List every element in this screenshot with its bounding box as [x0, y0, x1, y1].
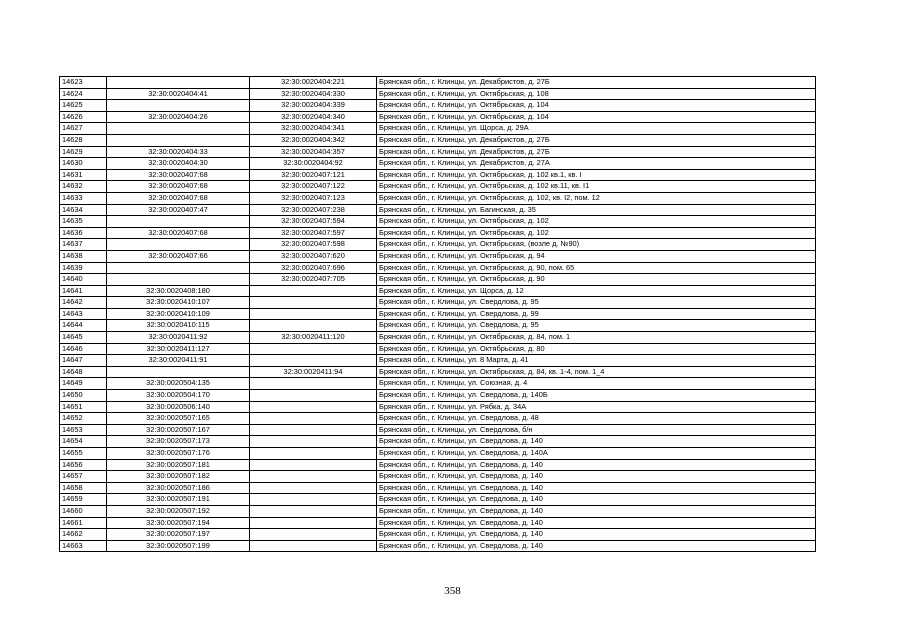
table-row [60, 146, 816, 158]
object-cadastral-number-cell [250, 540, 377, 552]
row-number-cell: 14660 [60, 505, 107, 517]
address-cell: Брянская обл., г. Клинцы, ул. Рябка, д. 34А [377, 401, 816, 413]
address-cell: Брянская обл., г. Клинцы, ул. Свердлова, б/н [377, 424, 816, 436]
address-cell: Брянская обл., г. Клинцы, ул. Свердлова, д. 140 [377, 459, 816, 471]
table-row [60, 158, 816, 170]
address-cell: Брянская обл., г. Клинцы, ул. Октябрьская, д. 102 кв.1, кв. I [377, 169, 816, 181]
object-cadastral-number-cell: 32:30:0020407:123 [250, 192, 377, 204]
address-cell: Брянская обл., г. Клинцы, ул. 8 Марта, д. 41 [377, 355, 816, 367]
cadastral-number-cell: 32:30:0020504:135 [107, 378, 250, 390]
row-number-cell: 14640 [60, 274, 107, 286]
table-row [60, 297, 816, 309]
cadastral-number-cell: 32:30:0020404:30 [107, 158, 250, 170]
row-number-cell: 14638 [60, 250, 107, 262]
address-cell: Брянская обл., г. Клинцы, ул. Октябрьская, д. 102 [377, 227, 816, 239]
table-row [60, 123, 816, 135]
address-cell: Брянская обл., г. Клинцы, ул. Свердлова, д. 48 [377, 413, 816, 425]
table-row [60, 100, 816, 112]
table-row [60, 471, 816, 483]
table-row [60, 134, 816, 146]
row-number-cell: 14632 [60, 181, 107, 193]
object-cadastral-number-cell: 32:30:0020407:238 [250, 204, 377, 216]
table-row [60, 378, 816, 390]
row-number-cell: 14624 [60, 88, 107, 100]
cadastral-number-cell [107, 77, 250, 89]
object-cadastral-number-cell: 32:30:0020407:121 [250, 169, 377, 181]
table-row [60, 366, 816, 378]
cadastral-number-cell: 32:30:0020507:165 [107, 413, 250, 425]
address-cell: Брянская обл., г. Клинцы, ул. Декабристов, д. 27Б [377, 77, 816, 89]
table-row [60, 274, 816, 286]
row-number-cell: 14647 [60, 355, 107, 367]
object-cadastral-number-cell [250, 378, 377, 390]
cadastral-number-cell [107, 274, 250, 286]
table-row [60, 482, 816, 494]
table-row [60, 308, 816, 320]
object-cadastral-number-cell [250, 448, 377, 460]
cadastral-number-cell: 32:30:0020504:170 [107, 390, 250, 402]
table-row [60, 192, 816, 204]
cadastral-number-cell: 32:30:0020407:68 [107, 181, 250, 193]
table-row [60, 285, 816, 297]
table-row [60, 494, 816, 506]
cadastral-number-cell: 32:30:0020507:192 [107, 505, 250, 517]
table-row [60, 459, 816, 471]
table-row [60, 204, 816, 216]
object-cadastral-number-cell: 32:30:0020404:339 [250, 100, 377, 112]
cadastral-number-cell: 32:30:0020507:199 [107, 540, 250, 552]
cadastral-number-cell: 32:30:0020507:186 [107, 482, 250, 494]
table-row [60, 262, 816, 274]
object-cadastral-number-cell: 32:30:0020407:122 [250, 181, 377, 193]
row-number-cell: 14662 [60, 529, 107, 541]
object-cadastral-number-cell [250, 436, 377, 448]
address-cell: Брянская обл., г. Клинцы, ул. Октябрьская, д. 84, кв. 1-4, пом. 1_4 [377, 366, 816, 378]
cadastral-number-cell: 32:30:0020410:107 [107, 297, 250, 309]
object-cadastral-number-cell [250, 459, 377, 471]
cadastral-number-cell: 32:30:0020407:47 [107, 204, 250, 216]
object-cadastral-number-cell [250, 517, 377, 529]
row-number-cell: 14626 [60, 111, 107, 123]
row-number-cell: 14646 [60, 343, 107, 355]
object-cadastral-number-cell [250, 343, 377, 355]
table-row [60, 320, 816, 332]
address-cell: Брянская обл., г. Клинцы, ул. Свердлова, д. 140 [377, 482, 816, 494]
address-cell: Брянская обл., г. Клинцы, ул. Свердлова, д. 140 [377, 517, 816, 529]
object-cadastral-number-cell: 32:30:0020407:594 [250, 216, 377, 228]
row-number-cell: 14656 [60, 459, 107, 471]
address-cell: Брянская обл., г. Клинцы, ул. Свердлова, д. 95 [377, 297, 816, 309]
cadastral-number-cell: 32:30:0020507:191 [107, 494, 250, 506]
object-cadastral-number-cell: 32:30:0020407:598 [250, 239, 377, 251]
row-number-cell: 14655 [60, 448, 107, 460]
cadastral-number-cell [107, 134, 250, 146]
object-cadastral-number-cell [250, 285, 377, 297]
row-number-cell: 14641 [60, 285, 107, 297]
object-cadastral-number-cell [250, 401, 377, 413]
table-row [60, 88, 816, 100]
cadastral-number-cell [107, 239, 250, 251]
row-number-cell: 14657 [60, 471, 107, 483]
table-row [60, 111, 816, 123]
address-cell: Брянская обл., г. Клинцы, ул. Свердлова, д. 140 [377, 436, 816, 448]
object-cadastral-number-cell: 32:30:0020407:597 [250, 227, 377, 239]
row-number-cell: 14634 [60, 204, 107, 216]
address-cell: Брянская обл., г. Клинцы, ул. Декабристов, д. 27А [377, 158, 816, 170]
address-cell: Брянская обл., г. Клинцы, ул. Октябрьская, д. 102 [377, 216, 816, 228]
address-cell: Брянская обл., г. Клинцы, ул. Свердлова, д. 99 [377, 308, 816, 320]
cadastral-number-cell: 32:30:0020507:181 [107, 459, 250, 471]
cadastral-number-cell: 32:30:0020404:26 [107, 111, 250, 123]
address-cell: Брянская обл., г. Клинцы, ул. Октябрьская, д. 104 [377, 111, 816, 123]
row-number-cell: 14649 [60, 378, 107, 390]
table-row [60, 332, 816, 344]
address-cell: Брянская обл., г. Клинцы, ул. Октябрьская, д. 90, пом. 65 [377, 262, 816, 274]
address-cell: Брянская обл., г. Клинцы, ул. Октябрьская, д. 102, кв. I2, пом. 12 [377, 192, 816, 204]
row-number-cell: 14642 [60, 297, 107, 309]
address-cell: Брянская обл., г. Клинцы, ул. Свердлова, д. 140 [377, 471, 816, 483]
row-number-cell: 14629 [60, 146, 107, 158]
object-cadastral-number-cell: 32:30:0020407:620 [250, 250, 377, 262]
object-cadastral-number-cell: 32:30:0020404:221 [250, 77, 377, 89]
object-cadastral-number-cell: 32:30:0020404:92 [250, 158, 377, 170]
row-number-cell: 14630 [60, 158, 107, 170]
row-number-cell: 14623 [60, 77, 107, 89]
row-number-cell: 14650 [60, 390, 107, 402]
object-cadastral-number-cell [250, 297, 377, 309]
row-number-cell: 14639 [60, 262, 107, 274]
object-cadastral-number-cell: 32:30:0020407:696 [250, 262, 377, 274]
cadastral-number-cell [107, 262, 250, 274]
registry-table [59, 76, 816, 552]
table-row [60, 401, 816, 413]
cadastral-number-cell: 32:30:0020507:194 [107, 517, 250, 529]
row-number-cell: 14659 [60, 494, 107, 506]
address-cell: Брянская обл., г. Клинцы, ул. Щорса, д. 12 [377, 285, 816, 297]
table-row [60, 517, 816, 529]
table-row [60, 343, 816, 355]
row-number-cell: 14653 [60, 424, 107, 436]
table-row [60, 390, 816, 402]
cadastral-number-cell: 32:30:0020410:115 [107, 320, 250, 332]
table-row [60, 529, 816, 541]
cadastral-number-cell [107, 100, 250, 112]
page-number: 358 [444, 585, 461, 597]
row-number-cell: 14648 [60, 366, 107, 378]
object-cadastral-number-cell [250, 413, 377, 425]
object-cadastral-number-cell [250, 529, 377, 541]
cadastral-number-cell [107, 366, 250, 378]
table-row [60, 505, 816, 517]
object-cadastral-number-cell [250, 482, 377, 494]
address-cell: Брянская обл., г. Клинцы, ул. Багинская, д. 35 [377, 204, 816, 216]
address-cell: Брянская обл., г. Клинцы, ул. Октябрьская, д. 104 [377, 100, 816, 112]
cadastral-number-cell [107, 216, 250, 228]
cadastral-number-cell: 32:30:0020507:167 [107, 424, 250, 436]
object-cadastral-number-cell [250, 390, 377, 402]
row-number-cell: 14658 [60, 482, 107, 494]
address-cell: Брянская обл., г. Клинцы, ул. Свердлова, д. 140А [377, 448, 816, 460]
object-cadastral-number-cell [250, 424, 377, 436]
address-cell: Брянская обл., г. Клинцы, ул. Свердлова, д. 140 [377, 529, 816, 541]
row-number-cell: 14636 [60, 227, 107, 239]
table-row [60, 227, 816, 239]
cadastral-number-cell: 32:30:0020407:66 [107, 250, 250, 262]
object-cadastral-number-cell: 32:30:0020411:120 [250, 332, 377, 344]
address-cell: Брянская обл., г. Клинцы, ул. Октябрьская, д. 90 [377, 274, 816, 286]
address-cell: Брянская обл., г. Клинцы, ул. Декабристов, д. 27Б [377, 134, 816, 146]
table-row [60, 448, 816, 460]
cadastral-number-cell: 32:30:0020507:197 [107, 529, 250, 541]
row-number-cell: 14654 [60, 436, 107, 448]
address-cell: Брянская обл., г. Клинцы, ул. Октябрьская, (возле д. №90) [377, 239, 816, 251]
cadastral-number-cell: 32:30:0020507:173 [107, 436, 250, 448]
object-cadastral-number-cell [250, 505, 377, 517]
object-cadastral-number-cell: 32:30:0020411:94 [250, 366, 377, 378]
row-number-cell: 14663 [60, 540, 107, 552]
object-cadastral-number-cell: 32:30:0020404:357 [250, 146, 377, 158]
address-cell: Брянская обл., г. Клинцы, ул. Щорса, д. 29А [377, 123, 816, 135]
address-cell: Брянская обл., г. Клинцы, ул. Октябрьская, д. 80 [377, 343, 816, 355]
table-row [60, 216, 816, 228]
address-cell: Брянская обл., г. Клинцы, ул. Декабристов, д. 27Б [377, 146, 816, 158]
address-cell: Брянская обл., г. Клинцы, ул. Октябрьская, д. 102 кв.11, кв. I1 [377, 181, 816, 193]
row-number-cell: 14645 [60, 332, 107, 344]
cadastral-number-cell: 32:30:0020507:176 [107, 448, 250, 460]
row-number-cell: 14625 [60, 100, 107, 112]
object-cadastral-number-cell: 32:30:0020404:340 [250, 111, 377, 123]
cadastral-number-cell: 32:30:0020411:91 [107, 355, 250, 367]
cadastral-number-cell: 32:30:0020408:180 [107, 285, 250, 297]
table-row [60, 355, 816, 367]
cadastral-number-cell: 32:30:0020407:68 [107, 169, 250, 181]
address-cell: Брянская обл., г. Клинцы, ул. Октябрьская, д. 94 [377, 250, 816, 262]
row-number-cell: 14633 [60, 192, 107, 204]
object-cadastral-number-cell: 32:30:0020407:705 [250, 274, 377, 286]
row-number-cell: 14661 [60, 517, 107, 529]
address-cell: Брянская обл., г. Клинцы, ул. Свердлова, д. 140 [377, 540, 816, 552]
object-cadastral-number-cell [250, 494, 377, 506]
row-number-cell: 14631 [60, 169, 107, 181]
row-number-cell: 14644 [60, 320, 107, 332]
object-cadastral-number-cell [250, 308, 377, 320]
cadastral-number-cell: 32:30:0020404:41 [107, 88, 250, 100]
cadastral-number-cell: 32:30:0020407:68 [107, 227, 250, 239]
row-number-cell: 14652 [60, 413, 107, 425]
row-number-cell: 14628 [60, 134, 107, 146]
cadastral-number-cell: 32:30:0020411:127 [107, 343, 250, 355]
address-cell: Брянская обл., г. Клинцы, ул. Октябрьская, д. 84, пом. 1 [377, 332, 816, 344]
address-cell: Брянская обл., г. Клинцы, ул. Свердлова, д. 140 [377, 494, 816, 506]
table-row [60, 250, 816, 262]
row-number-cell: 14627 [60, 123, 107, 135]
row-number-cell: 14637 [60, 239, 107, 251]
object-cadastral-number-cell [250, 355, 377, 367]
cadastral-number-cell: 32:30:0020507:182 [107, 471, 250, 483]
object-cadastral-number-cell: 32:30:0020404:330 [250, 88, 377, 100]
address-cell: Брянская обл., г. Клинцы, ул. Союзная, д. 4 [377, 378, 816, 390]
cadastral-number-cell: 32:30:0020506:140 [107, 401, 250, 413]
row-number-cell: 14643 [60, 308, 107, 320]
address-cell: Брянская обл., г. Клинцы, ул. Свердлова, д. 140 [377, 505, 816, 517]
cadastral-number-cell: 32:30:0020410:109 [107, 308, 250, 320]
row-number-cell: 14651 [60, 401, 107, 413]
table-row [60, 239, 816, 251]
cadastral-number-cell [107, 123, 250, 135]
address-cell: Брянская обл., г. Клинцы, ул. Свердлова, д. 140Б [377, 390, 816, 402]
row-number-cell: 14635 [60, 216, 107, 228]
cadastral-number-cell: 32:30:0020404:33 [107, 146, 250, 158]
table-row [60, 413, 816, 425]
registry-table-body [60, 77, 816, 552]
address-cell: Брянская обл., г. Клинцы, ул. Октябрьская, д. 108 [377, 88, 816, 100]
table-row [60, 77, 816, 89]
object-cadastral-number-cell: 32:30:0020404:342 [250, 134, 377, 146]
table-row [60, 436, 816, 448]
object-cadastral-number-cell [250, 320, 377, 332]
cadastral-number-cell: 32:30:0020407:68 [107, 192, 250, 204]
table-row [60, 540, 816, 552]
object-cadastral-number-cell: 32:30:0020404:341 [250, 123, 377, 135]
cadastral-number-cell: 32:30:0020411:92 [107, 332, 250, 344]
object-cadastral-number-cell [250, 471, 377, 483]
address-cell: Брянская обл., г. Клинцы, ул. Свердлова, д. 95 [377, 320, 816, 332]
table-row [60, 424, 816, 436]
table-row [60, 169, 816, 181]
table-row [60, 181, 816, 193]
